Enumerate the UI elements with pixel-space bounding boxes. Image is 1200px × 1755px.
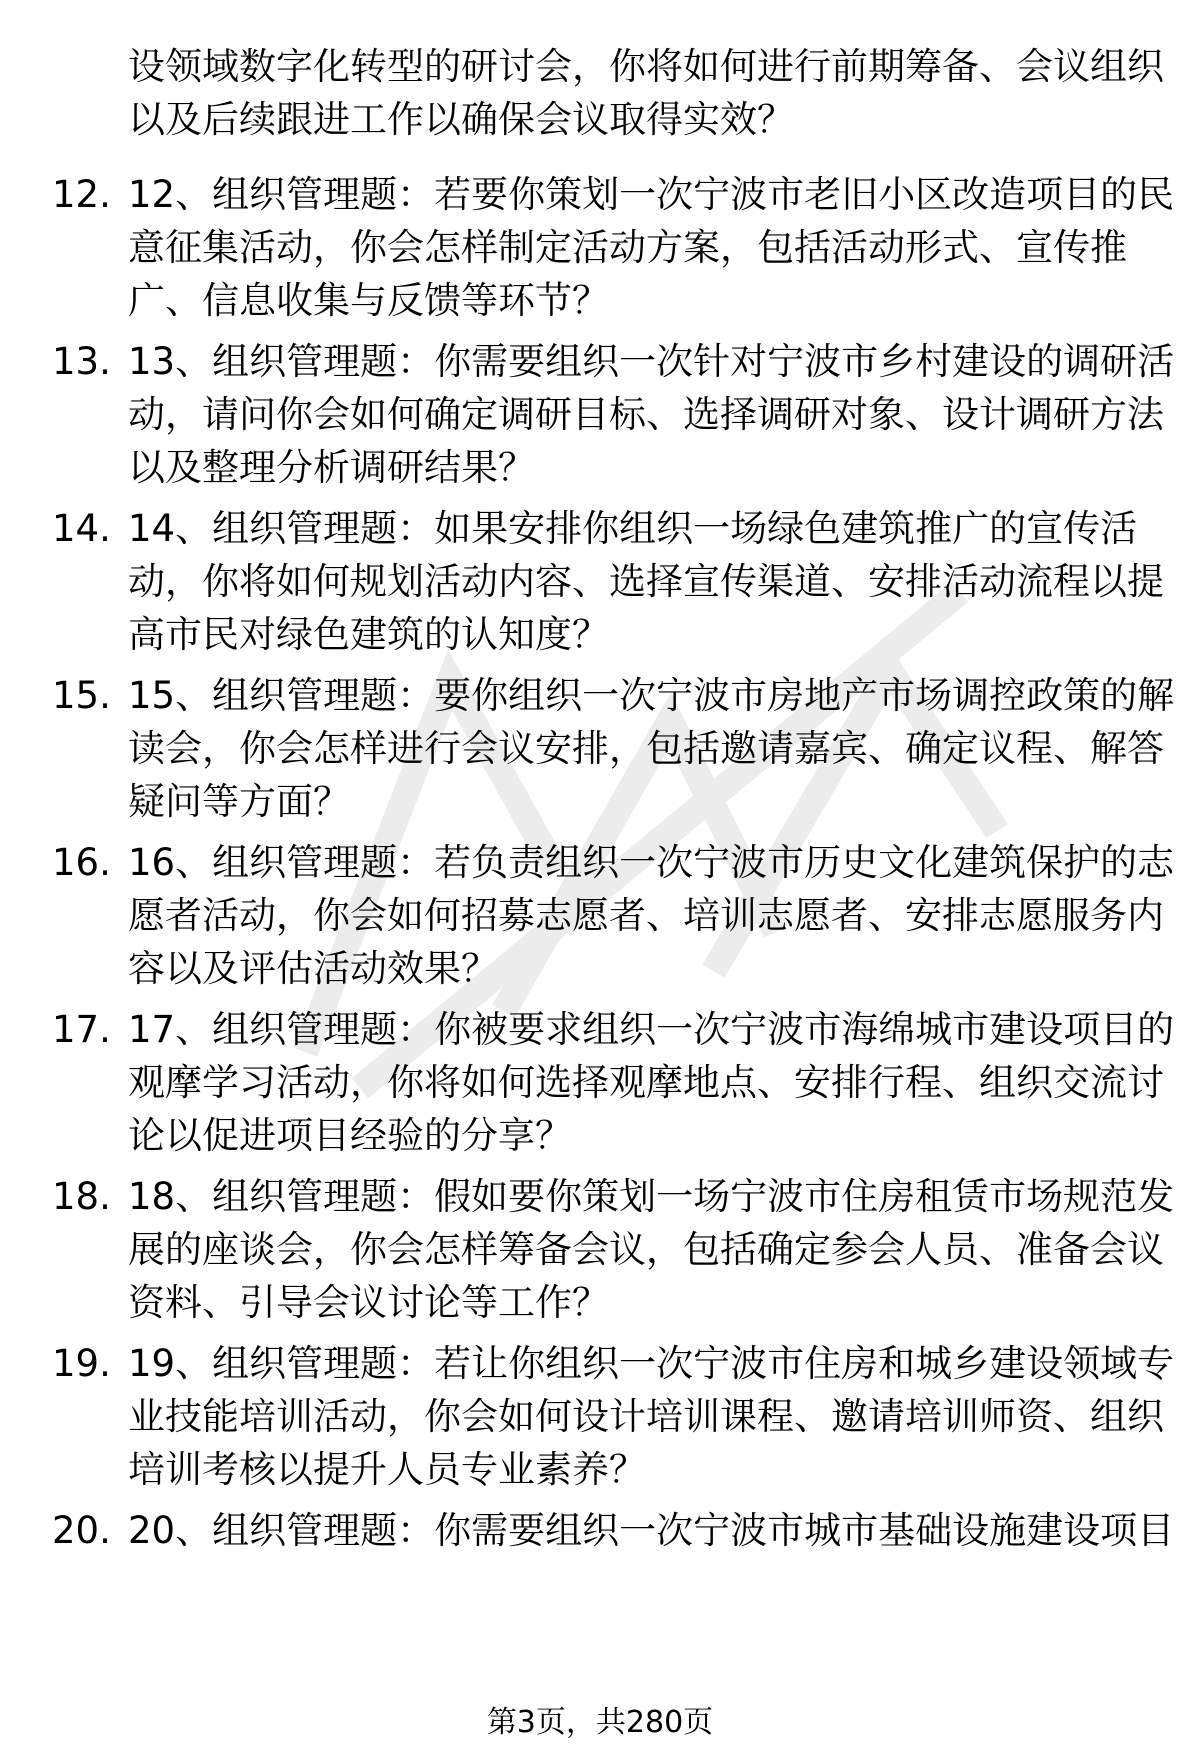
text-line: 以及后续跟进工作以确保会议取得实效？ bbox=[128, 98, 794, 141]
text-line: 20、组织管理题：你需要组织一次宁波市城市基础设施建设项目 bbox=[128, 1509, 1175, 1552]
list-item-number: 18. bbox=[52, 1175, 111, 1218]
text-line: 19、组织管理题：若让你组织一次宁波市住房和城乡建设领域专 bbox=[128, 1342, 1175, 1385]
list-item-text bbox=[128, 168, 1175, 327]
text-line: 14、组织管理题：如果安排你组织一场绿色建筑推广的宣传活 bbox=[128, 507, 1138, 550]
list-item-text bbox=[128, 1170, 1175, 1329]
text-line: 愿者活动，你会如何招募志愿者、培训志愿者、安排志愿服务内 bbox=[128, 894, 1164, 937]
list-item-number: 16. bbox=[52, 841, 111, 884]
list-item-number: 12. bbox=[52, 173, 111, 216]
list-item-number: 15. bbox=[52, 674, 111, 717]
list-item-text bbox=[128, 669, 1175, 828]
list-item-text bbox=[128, 335, 1175, 494]
text-line: 广、信息收集与反馈等环节？ bbox=[128, 279, 609, 322]
text-line: 观摩学习活动，你将如何选择观摩地点、安排行程、组织交流讨 bbox=[128, 1061, 1164, 1104]
list-item-text bbox=[128, 1003, 1175, 1162]
list-item-text bbox=[128, 1504, 1175, 1557]
list-item-number: 14. bbox=[52, 507, 111, 550]
text-line: 15、组织管理题：要你组织一次宁波市房地产市场调控政策的解 bbox=[128, 674, 1175, 717]
text-line: 动，你将如何规划活动内容、选择宣传渠道、安排活动流程以提 bbox=[128, 560, 1164, 603]
text-line: 18、组织管理题：假如要你策划一场宁波市住房租赁市场规范发 bbox=[128, 1175, 1175, 1218]
text-line: 意征集活动，你会怎样制定活动方案，包括活动形式、宣传推 bbox=[128, 226, 1127, 269]
page-footer: 第3页，共280页 bbox=[486, 1705, 714, 1740]
list-item-text bbox=[128, 836, 1175, 995]
text-line: 资料、引导会议讨论等工作？ bbox=[128, 1281, 609, 1324]
text-line: 动，请问你会如何确定调研目标、选择调研对象、设计调研方法 bbox=[128, 393, 1164, 436]
text-line: 高市民对绿色建筑的认知度？ bbox=[128, 613, 609, 656]
text-line: 13、组织管理题：你需要组织一次针对宁波市乡村建设的调研活 bbox=[128, 340, 1175, 383]
list-item-text bbox=[128, 502, 1164, 661]
text-line: 培训考核以提升人员专业素养？ bbox=[128, 1448, 646, 1491]
text-line: 以及整理分析调研结果？ bbox=[128, 446, 535, 489]
text-line: 展的座谈会，你会怎样筹备会议，包括确定参会人员、准备会议 bbox=[128, 1228, 1164, 1271]
list-item-number: 17. bbox=[52, 1008, 111, 1051]
text-line: 17、组织管理题：你被要求组织一次宁波市海绵城市建设项目的 bbox=[128, 1008, 1175, 1051]
list-item-number: 19. bbox=[52, 1342, 111, 1385]
text-line: 业技能培训活动，你会如何设计培训课程、邀请培训师资、组织 bbox=[128, 1395, 1164, 1438]
text-line: 16、组织管理题：若负责组织一次宁波市历史文化建筑保护的志 bbox=[128, 841, 1175, 884]
text-line: 设领域数字化转型的研讨会，你将如何进行前期筹备、会议组织 bbox=[128, 45, 1164, 88]
text-line: 容以及评估活动效果？ bbox=[128, 947, 498, 990]
text-line: 读会，你会怎样进行会议安排，包括邀请嘉宾、确定议程、解答 bbox=[128, 727, 1164, 770]
list-item-number: 20. bbox=[52, 1509, 111, 1552]
text-line: 论以促进项目经验的分享？ bbox=[128, 1114, 572, 1157]
text-line: 12、组织管理题：若要你策划一次宁波市老旧小区改造项目的民 bbox=[128, 173, 1175, 216]
list-item-number: 13. bbox=[52, 340, 111, 383]
list-item-text bbox=[128, 1337, 1175, 1496]
continuation-paragraph bbox=[128, 40, 1164, 146]
text-line: 疑问等方面？ bbox=[128, 780, 350, 823]
